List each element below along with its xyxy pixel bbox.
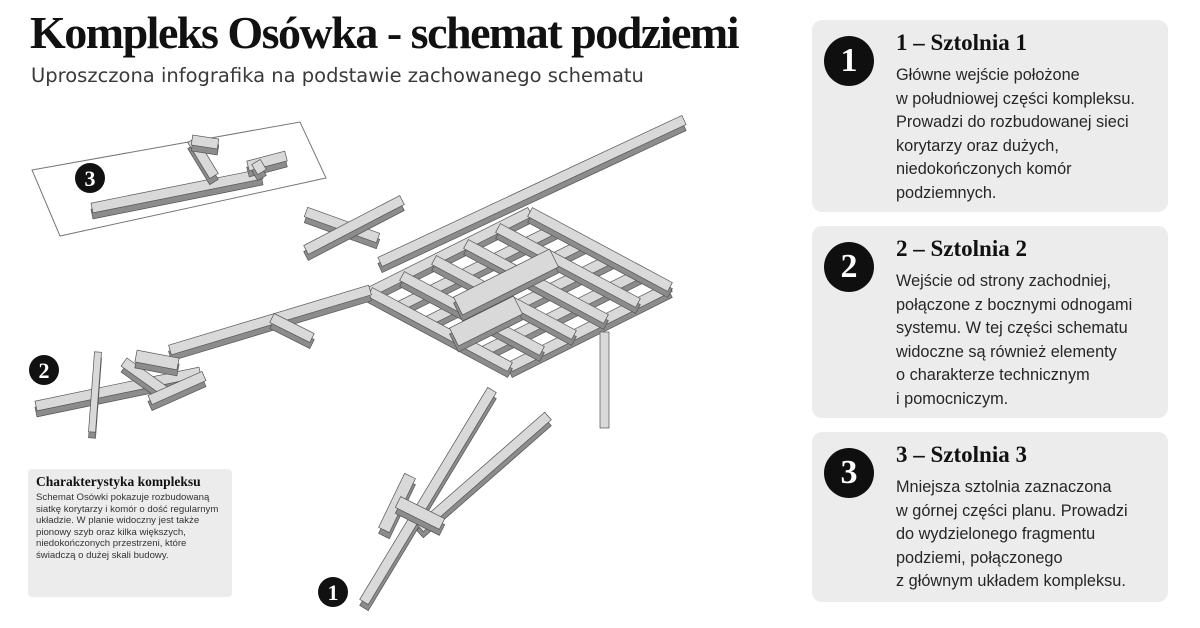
card-3-number-badge: 3 bbox=[824, 448, 874, 498]
card-3-text: Mniejsza sztolnia zaznaczona w górnej części planu. Prowadzi do wydzielonego fragmentu podziemi, połączonego z głównym układem kompleksu. bbox=[896, 478, 1128, 590]
note-title: Charakterystyka kompleksu bbox=[36, 474, 201, 489]
marker-3 bbox=[75, 163, 105, 193]
card-2-title: 2 – Sztolnia 2 bbox=[896, 236, 1027, 261]
card-1-title: 1 – Sztolnia 1 bbox=[896, 30, 1027, 55]
card-adit-2 bbox=[812, 226, 1168, 418]
page-title: Kompleks Osówka - schemat podziemi bbox=[30, 7, 738, 58]
vertical-shaft bbox=[600, 332, 609, 428]
card-1-text: Główne wejście położone w południowej części kompleksu. Prowadzi do rozbudowanej sieci korytarzy oraz dużych, niedokończonych komór podziemnych. bbox=[896, 66, 1135, 202]
card-2-text: Wejście od strony zachodniej, połączone z bocznymi odnogami systemu. W tej części schematu widoczne są również elementy o charakterze technicznym i pomocniczym. bbox=[896, 272, 1133, 408]
note-text: Schemat Osówki pokazuje rozbudowaną siatkę korytarzy i komór o dość regularnym układzie. W planie widoczny jest także pionowy szyb oraz kilka większych, niedokończonych przestrzeni, które świadczą o dużej skali budowy. bbox=[36, 492, 219, 561]
marker-2-label: 2 bbox=[38, 358, 50, 383]
card-1-number-badge: 1 bbox=[824, 36, 874, 86]
card-3-title: 3 – Sztolnia 3 bbox=[896, 442, 1027, 467]
adit-1-tunnel bbox=[360, 387, 497, 610]
adit-2-connector bbox=[169, 285, 372, 361]
card-adit-3 bbox=[812, 432, 1168, 602]
card-adit-1 bbox=[812, 20, 1168, 212]
card-2-number-badge: 2 bbox=[824, 242, 874, 292]
marker-2 bbox=[29, 355, 59, 385]
marker-1-label: 1 bbox=[327, 580, 339, 605]
complex-characteristics-box bbox=[28, 469, 232, 597]
marker-3-label: 3 bbox=[84, 166, 96, 191]
page-subtitle: Uproszczona infografika na podstawie zachowanego schematu bbox=[31, 64, 644, 87]
marker-1 bbox=[318, 577, 348, 607]
